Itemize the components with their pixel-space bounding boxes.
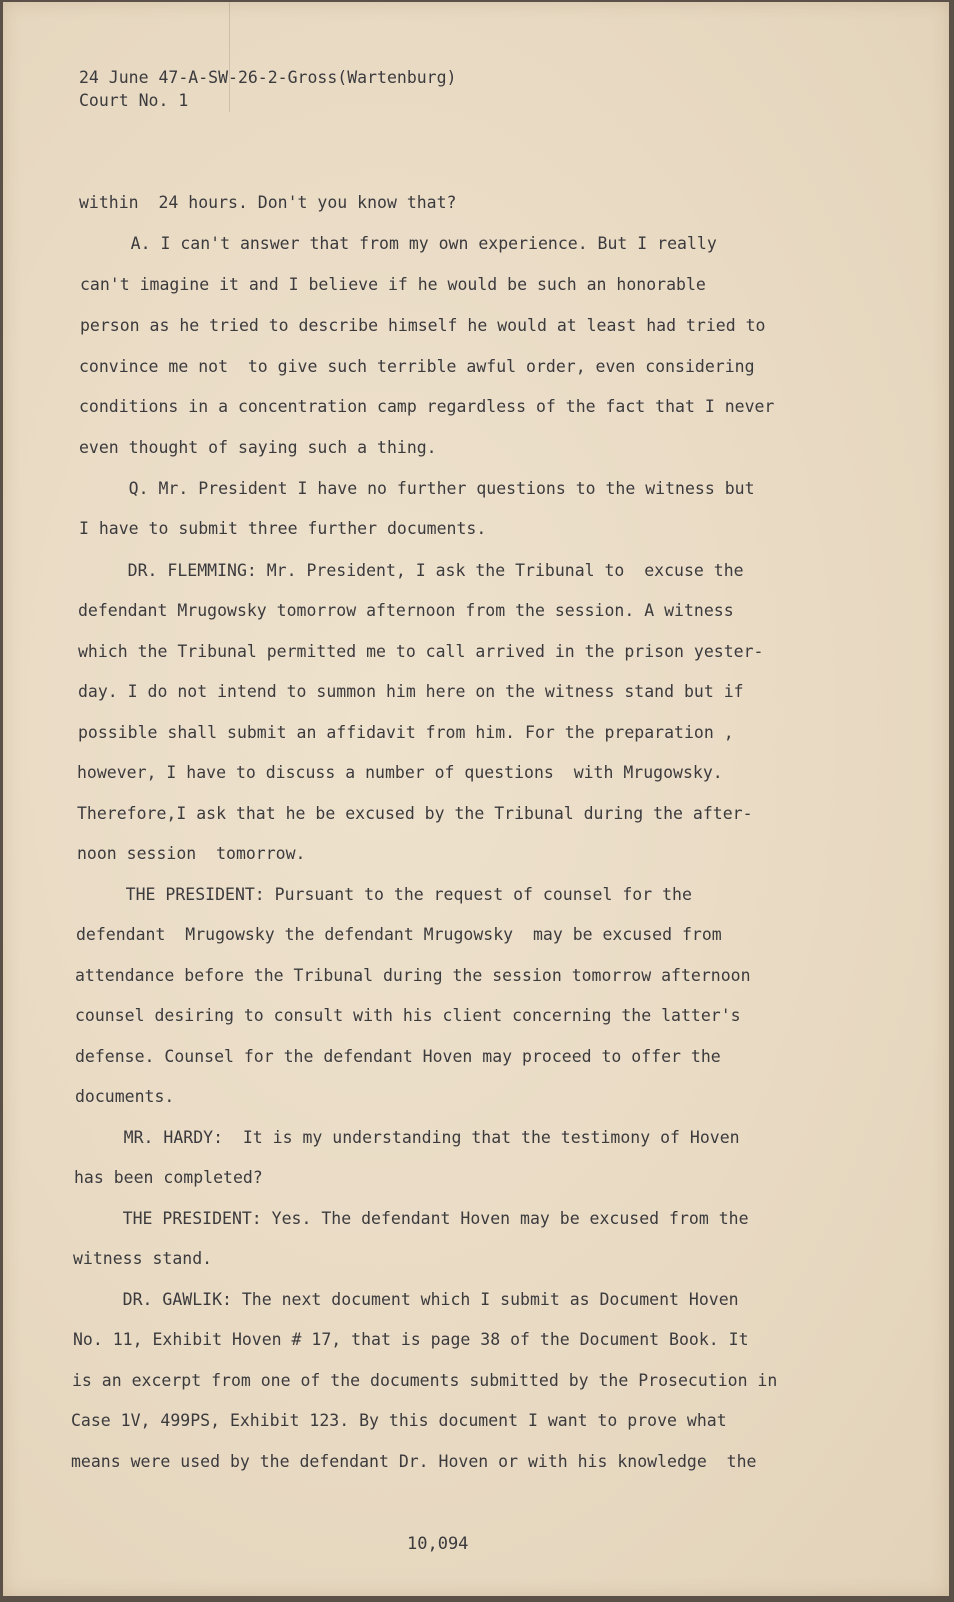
text-line: is an excerpt from one of the documents submitted by the Prosecution in xyxy=(72,1371,778,1390)
text-line: within 24 hours. Don't you know that? xyxy=(79,193,457,212)
text-line: convince me not to give such terrible awful order, even considering xyxy=(79,357,755,376)
document-header xyxy=(79,66,457,112)
header-case-line: 24 June 47-A-SW-26-2-Gross(Wartenburg) xyxy=(79,68,457,87)
text-line: I have to submit three further documents. xyxy=(79,519,487,538)
text-line: person as he tried to describe himself he would at least had tried to xyxy=(80,316,766,335)
text-line: possible shall submit an affidavit from him. For the preparation , xyxy=(78,723,734,742)
header-court-line: Court No. 1 xyxy=(79,91,189,110)
text-line: conditions in a concentration camp regardless of the fact that I never xyxy=(79,397,775,416)
text-line: THE PRESIDENT: Pursuant to the request of counsel for the xyxy=(76,885,692,904)
text-line: documents. xyxy=(75,1087,175,1106)
text-line: which the Tribunal permitted me to call arrived in the prison yester- xyxy=(78,642,764,661)
text-line: means were used by the defendant Dr. Hoven or with his knowledge the xyxy=(71,1452,757,1471)
document-page xyxy=(3,2,949,1596)
text-line: Therefore,I ask that he be excused by the Tribunal during the after- xyxy=(77,804,753,823)
text-line: however, I have to discuss a number of questions with Mrugowsky. xyxy=(77,763,723,782)
text-line: day. I do not intend to summon him here on the witness stand but if xyxy=(78,682,744,701)
text-line: THE PRESIDENT: Yes. The defendant Hoven may be excused from the xyxy=(73,1209,749,1228)
text-line: counsel desiring to consult with his client concerning the latter's xyxy=(75,1006,741,1025)
text-line: MR. HARDY: It is my understanding that the testimony of Hoven xyxy=(74,1128,740,1147)
text-line: has been completed? xyxy=(74,1168,263,1187)
text-line: witness stand. xyxy=(73,1249,213,1268)
text-line: defense. Counsel for the defendant Hoven may proceed to offer the xyxy=(75,1047,721,1066)
text-line: A. I can't answer that from my own experience. But I really xyxy=(81,234,717,253)
text-line: even thought of saying such a thing. xyxy=(79,438,437,457)
text-line: defendant Mrugowsky the defendant Mrugowsky may be excused from xyxy=(76,925,722,944)
text-line: DR. FLEMMING: Mr. President, I ask the Tribunal to excuse the xyxy=(78,561,744,580)
text-line: Case 1V, 499PS, Exhibit 123. By this document I want to prove what xyxy=(71,1411,727,1430)
text-line: No. 11, Exhibit Hoven # 17, that is page 38 of the Document Book. It xyxy=(73,1330,749,1349)
text-line: defendant Mrugowsky tomorrow afternoon from the session. A witness xyxy=(78,601,734,620)
text-line: can't imagine it and I believe if he would be such an honorable xyxy=(80,275,706,294)
text-line: DR. GAWLIK: The next document which I submit as Document Hoven xyxy=(73,1290,739,1309)
text-line: Q. Mr. President I have no further questions to the witness but xyxy=(79,479,755,498)
page-number: 10,094 xyxy=(407,1534,469,1554)
text-line: attendance before the Tribunal during the session tomorrow afternoon xyxy=(75,966,751,985)
text-line: noon session tomorrow. xyxy=(77,844,306,863)
